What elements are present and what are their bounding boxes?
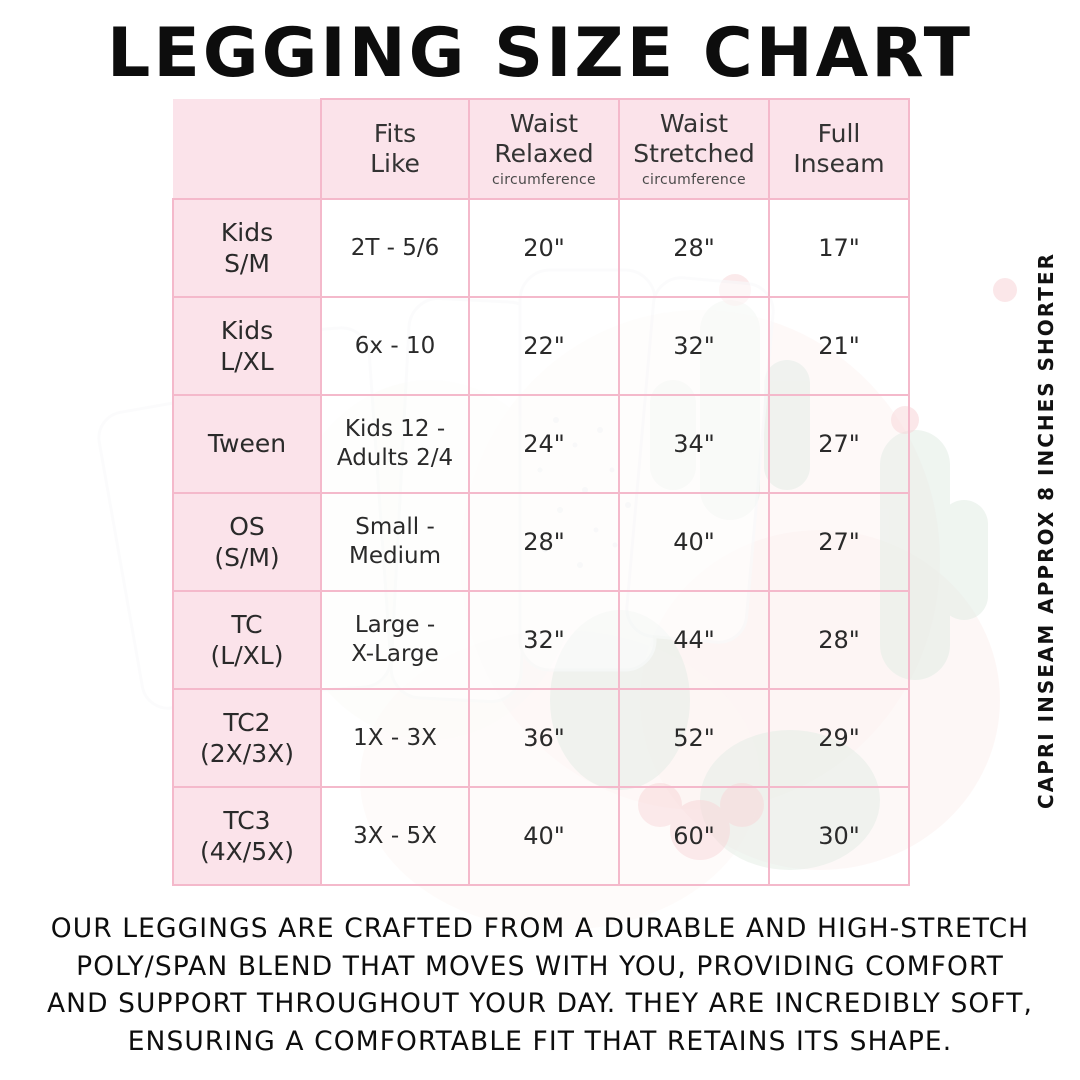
row-size-label	[173, 689, 321, 787]
row-full-inseam: 27"	[769, 395, 909, 493]
row-size-line1: Kids	[220, 315, 274, 345]
capri-inseam-note	[1026, 250, 1066, 810]
row-waist-relaxed: 36"	[469, 689, 619, 787]
header-full-inseam-line2: Inseam	[793, 149, 885, 178]
table-row	[173, 395, 909, 493]
row-fits-line2: Adults 2/4	[336, 445, 454, 471]
row-waist-stretched: 32"	[619, 297, 769, 395]
row-fits-like	[321, 395, 469, 493]
row-waist-stretched: 44"	[619, 591, 769, 689]
row-size-line1: OS	[229, 511, 265, 541]
header-full-inseam	[769, 99, 909, 199]
footer-line-2: POLY/SPAN BLEND THAT MOVES WITH YOU, PROVIDING COMFORT	[76, 950, 1004, 982]
footer-line-4: ENSURING A COMFORTABLE FIT THAT RETAINS ITS SHAPE.	[127, 1025, 953, 1057]
row-size-line1: TC2	[223, 707, 271, 737]
row-waist-relaxed: 32"	[469, 591, 619, 689]
header-waist-relaxed-line2: Relaxed	[494, 139, 594, 169]
header-fits-like	[321, 99, 469, 199]
header-row	[173, 99, 909, 199]
row-fits-line1: 1X - 3X	[353, 724, 437, 751]
table-row	[173, 689, 909, 787]
row-size-line1: Tween	[207, 429, 287, 459]
row-fits-line1: 6x - 10	[354, 332, 436, 359]
table-header	[173, 99, 909, 199]
row-waist-stretched: 60"	[619, 787, 769, 885]
row-fits-like	[321, 493, 469, 591]
row-waist-stretched: 28"	[619, 199, 769, 297]
row-size-line2: (2X/3X)	[200, 739, 294, 768]
row-waist-relaxed: 20"	[469, 199, 619, 297]
row-waist-relaxed: 24"	[469, 395, 619, 493]
row-size-label	[173, 493, 321, 591]
row-size-line2: S/M	[224, 249, 270, 278]
row-fits-like	[321, 689, 469, 787]
header-fits-like-line2: Like	[370, 149, 420, 178]
row-waist-relaxed: 28"	[469, 493, 619, 591]
footer-description	[40, 910, 1040, 1061]
row-size-line2: (L/XL)	[210, 641, 284, 670]
header-corner-blank	[173, 99, 321, 199]
row-fits-like	[321, 199, 469, 297]
row-fits-line2: Medium	[349, 543, 441, 569]
row-size-line2: (4X/5X)	[200, 837, 294, 866]
row-fits-like	[321, 297, 469, 395]
row-size-label	[173, 591, 321, 689]
row-full-inseam: 30"	[769, 787, 909, 885]
row-waist-stretched: 34"	[619, 395, 769, 493]
header-waist-relaxed	[469, 99, 619, 199]
header-fits-like-line1: Fits	[373, 118, 417, 148]
row-fits-line1: Small -	[355, 514, 435, 541]
row-fits-line1: Large -	[354, 612, 436, 639]
footer-line-1: OUR LEGGINGS ARE CRAFTED FROM A DURABLE AND HIGH-STRETCH	[50, 913, 1030, 944]
row-size-label	[173, 297, 321, 395]
header-waist-stretched-line2: Stretched	[633, 139, 755, 169]
row-size-label	[173, 787, 321, 885]
row-full-inseam: 17"	[769, 199, 909, 297]
row-size-line2: (S/M)	[214, 543, 280, 572]
table-row	[173, 493, 909, 591]
header-waist-stretched-sub: circumference	[642, 171, 746, 188]
header-waist-relaxed-sub: circumference	[492, 171, 596, 188]
table-row	[173, 787, 909, 885]
row-size-label	[173, 395, 321, 493]
row-fits-like	[321, 591, 469, 689]
row-fits-line1: Kids 12 -	[344, 416, 446, 443]
row-size-label	[173, 199, 321, 297]
row-full-inseam: 27"	[769, 493, 909, 591]
table-row	[173, 591, 909, 689]
row-size-line1: TC	[231, 609, 263, 639]
row-waist-relaxed: 40"	[469, 787, 619, 885]
header-waist-stretched-line1: Waist	[659, 108, 729, 138]
row-size-line2: L/XL	[220, 347, 274, 376]
table-row	[173, 199, 909, 297]
table-row	[173, 297, 909, 395]
page-title: LEGGING SIZE CHART	[107, 14, 973, 93]
row-waist-relaxed: 22"	[469, 297, 619, 395]
row-full-inseam: 28"	[769, 591, 909, 689]
footer-line-3: AND SUPPORT THROUGHOUT YOUR DAY. THEY ARE INCREDIBLY SOFT,	[46, 988, 1034, 1020]
row-full-inseam: 29"	[769, 689, 909, 787]
row-fits-like	[321, 787, 469, 885]
row-fits-line2: X-Large	[351, 641, 439, 667]
header-waist-relaxed-line1: Waist	[509, 108, 579, 138]
row-fits-line1: 3X - 5X	[353, 822, 437, 849]
size-chart-table	[172, 98, 910, 886]
row-waist-stretched: 52"	[619, 689, 769, 787]
row-size-line1: Kids	[220, 217, 274, 247]
header-full-inseam-line1: Full	[817, 118, 861, 148]
row-full-inseam: 21"	[769, 297, 909, 395]
capri-inseam-note-text: CAPRI INSEAM APPROX 8 INCHES SHORTER	[1034, 251, 1058, 809]
table-body	[173, 199, 909, 885]
row-size-line1: TC3	[223, 805, 271, 835]
row-waist-stretched: 40"	[619, 493, 769, 591]
row-fits-line1: 2T - 5/6	[350, 234, 440, 261]
header-waist-stretched	[619, 99, 769, 199]
